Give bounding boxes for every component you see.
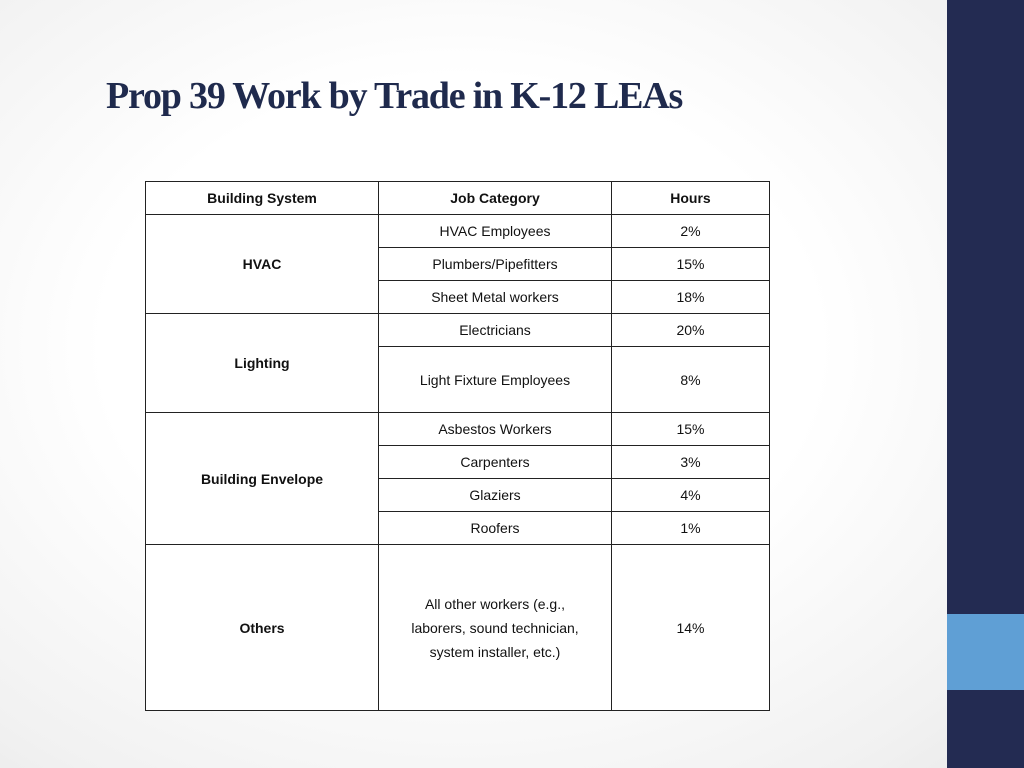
hours-cell: 14% — [612, 545, 770, 711]
other-workers-line: laborers, sound technician, — [411, 619, 579, 636]
system-cell-hvac: HVAC — [146, 215, 379, 314]
other-workers-line: system installer, etc.) — [429, 643, 561, 660]
job-cell: Plumbers/Pipefitters — [379, 248, 612, 281]
header-hours: Hours — [612, 182, 770, 215]
hours-cell: 4% — [612, 479, 770, 512]
hours-cell: 8% — [612, 347, 770, 413]
table-row — [146, 314, 770, 347]
job-cell-other-workers — [379, 545, 612, 711]
hours-cell: 18% — [612, 281, 770, 314]
trade-hours-table — [145, 181, 770, 711]
job-cell: Glaziers — [379, 479, 612, 512]
hours-cell: 1% — [612, 512, 770, 545]
hours-cell: 3% — [612, 446, 770, 479]
table-row — [146, 413, 770, 446]
hours-cell: 15% — [612, 248, 770, 281]
job-cell: Light Fixture Employees — [379, 347, 612, 413]
other-workers-line: All other workers (e.g., — [424, 595, 566, 612]
job-cell: HVAC Employees — [379, 215, 612, 248]
job-cell: Roofers — [379, 512, 612, 545]
header-job-category: Job Category — [379, 182, 612, 215]
system-cell-building-envelope: Building Envelope — [146, 413, 379, 545]
hours-cell: 20% — [612, 314, 770, 347]
right-bar-accent-block — [947, 614, 1024, 690]
hours-cell: 2% — [612, 215, 770, 248]
system-cell-lighting: Lighting — [146, 314, 379, 413]
job-cell: Carpenters — [379, 446, 612, 479]
system-cell-others: Others — [146, 545, 379, 711]
job-cell: Electricians — [379, 314, 612, 347]
header-building-system: Building System — [146, 182, 379, 215]
table-row — [146, 215, 770, 248]
table-header-row — [146, 182, 770, 215]
hours-cell: 15% — [612, 413, 770, 446]
slide-title: Prop 39 Work by Trade in K-12 LEAs — [106, 75, 683, 117]
table-row — [146, 545, 770, 711]
job-cell: Asbestos Workers — [379, 413, 612, 446]
job-cell: Sheet Metal workers — [379, 281, 612, 314]
